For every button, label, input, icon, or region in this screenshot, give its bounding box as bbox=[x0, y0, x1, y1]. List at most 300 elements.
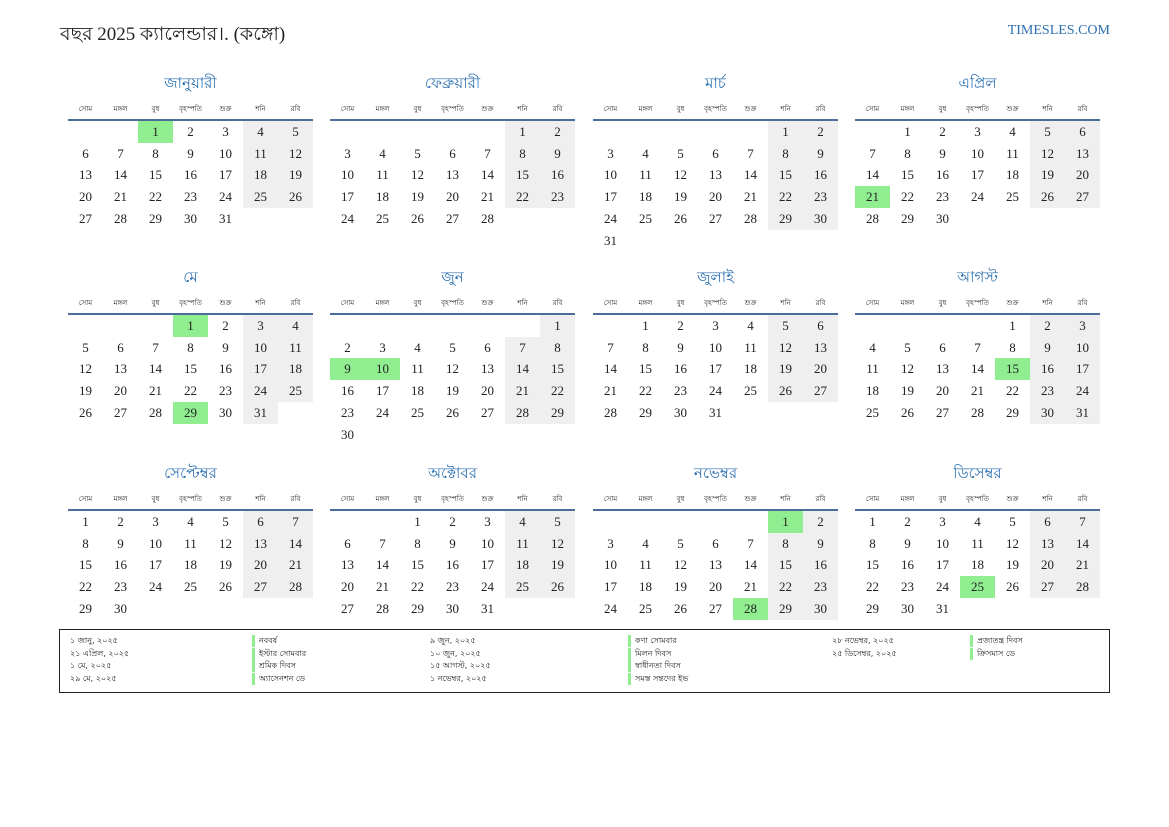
day-cell: 25 bbox=[866, 404, 879, 420]
day-cell: 9 bbox=[117, 535, 124, 551]
day-cell: 21 bbox=[604, 383, 617, 399]
day-cell: 14 bbox=[114, 167, 127, 183]
day-cell: 3 bbox=[484, 514, 491, 529]
day-cell: 20 bbox=[481, 383, 494, 399]
day-cell: 4 bbox=[187, 514, 194, 529]
day-cell: 30 bbox=[219, 404, 232, 420]
day-cell: 2 bbox=[344, 339, 351, 355]
day-cell: 6 bbox=[712, 535, 719, 551]
weekday-label: শুক্র bbox=[481, 299, 494, 307]
day-cell: 2 bbox=[1030, 315, 1065, 337]
day-cell: 7 bbox=[1065, 511, 1100, 533]
page-title: বছর 2025 ক্যালেন্ডার।. (কঙ্গো) bbox=[60, 24, 286, 45]
day-cell: 10 bbox=[604, 557, 617, 573]
day-cell: 25 bbox=[411, 404, 424, 420]
day-cell: 4 bbox=[505, 511, 540, 533]
day-cell: 26 bbox=[1006, 579, 1019, 595]
day-cell: 15 bbox=[866, 557, 879, 573]
day-cell: 3 bbox=[607, 145, 614, 161]
weekday-label: রবি bbox=[290, 105, 301, 113]
month-name: সেপ্টেম্বর bbox=[164, 466, 217, 482]
weekday-label: মঙ্গল bbox=[638, 105, 653, 113]
day-cell: 10 bbox=[604, 167, 617, 183]
day-cell: 19 bbox=[1030, 164, 1065, 186]
day-cell: 16 bbox=[901, 557, 914, 573]
day-cell: 6 bbox=[243, 511, 278, 533]
day-cell: 22 bbox=[184, 383, 197, 399]
weekday-label: শুক্র bbox=[219, 105, 232, 113]
day-cell: 8 bbox=[505, 143, 540, 165]
weekday-header bbox=[593, 492, 838, 511]
day-cell: 13 bbox=[243, 533, 278, 555]
weekday-label: শনি bbox=[255, 299, 266, 307]
day-cell: 1 bbox=[82, 514, 89, 529]
weekday-header bbox=[68, 492, 313, 511]
weekday-label: শনি bbox=[780, 105, 791, 113]
day-cell: 15 bbox=[411, 557, 424, 573]
weekday-label: বৃহস্পতি bbox=[441, 299, 464, 307]
day-cell: 28 bbox=[733, 598, 768, 620]
day-cell: 5 bbox=[449, 339, 456, 355]
day-cell: 22 bbox=[1006, 383, 1019, 399]
weekday-label: বৃহস্পতি bbox=[441, 105, 464, 113]
day-cell: 11 bbox=[1006, 145, 1019, 161]
day-cell: 4 bbox=[642, 145, 649, 161]
weekday-label: শনি bbox=[780, 299, 791, 307]
weekday-label: বৃহস্পতি bbox=[179, 299, 202, 307]
day-cell: 29 bbox=[79, 600, 92, 616]
day-cell: 17 bbox=[376, 383, 389, 399]
day-cell: 20 bbox=[803, 358, 838, 380]
day-cell: 9 bbox=[677, 339, 684, 355]
weekday-label: রবি bbox=[1077, 495, 1088, 503]
day-cell: 28 bbox=[604, 404, 617, 420]
weekday-label: সোম bbox=[340, 495, 355, 503]
day-cell: 19 bbox=[1006, 557, 1019, 573]
day-cell: 29 bbox=[639, 404, 652, 420]
day-cell: 6 bbox=[712, 145, 719, 161]
day-cell: 25 bbox=[278, 380, 313, 402]
day-cell: 6 bbox=[939, 339, 946, 355]
weekday-label: রবি bbox=[1077, 299, 1088, 307]
weekday-label: মঙ্গল bbox=[638, 299, 653, 307]
weekday-label: বৃহস্পতি bbox=[704, 299, 727, 307]
day-cell: 24 bbox=[971, 189, 984, 205]
day-cell: 27 bbox=[79, 210, 92, 226]
day-cell: 22 bbox=[901, 189, 914, 205]
day-cell: 23 bbox=[803, 186, 838, 208]
day-cell: 11 bbox=[639, 557, 652, 573]
day-cell: 18 bbox=[866, 383, 879, 399]
day-cell: 17 bbox=[709, 361, 722, 377]
weekday-label: বৃহস্পতি bbox=[966, 495, 989, 503]
day-cell: 5 bbox=[1030, 121, 1065, 143]
day-cell: 13 bbox=[1065, 143, 1100, 165]
day-cell: 13 bbox=[709, 167, 722, 183]
day-cell: 25 bbox=[243, 186, 278, 208]
month-name: মার্চ bbox=[705, 76, 726, 92]
day-cell: 29 bbox=[1006, 404, 1019, 420]
day-cell: 18 bbox=[639, 579, 652, 595]
weekday-label: বুধ bbox=[151, 299, 160, 307]
weekday-header bbox=[68, 102, 313, 121]
day-cell: 29 bbox=[866, 600, 879, 616]
day-cell: 12 bbox=[901, 361, 914, 377]
day-cell: 11 bbox=[376, 167, 389, 183]
day-cell: 31 bbox=[936, 600, 949, 616]
day-cell: 13 bbox=[803, 337, 838, 359]
day-cell: 17 bbox=[604, 579, 617, 595]
weekday-label: শুক্র bbox=[744, 495, 757, 503]
day-cell: 10 bbox=[149, 535, 162, 551]
day-cell: 3 bbox=[152, 514, 159, 529]
day-cell: 20 bbox=[1030, 554, 1065, 576]
day-cell: 15 bbox=[901, 167, 914, 183]
day-cell: 23 bbox=[540, 186, 575, 208]
weekday-label: সোম bbox=[340, 105, 355, 113]
month-name: মে bbox=[183, 270, 198, 286]
day-cell: 9 bbox=[222, 339, 229, 355]
day-cell: 21 bbox=[505, 380, 540, 402]
day-cell: 22 bbox=[149, 189, 162, 205]
day-cell: 25 bbox=[376, 210, 389, 226]
day-cell: 31 bbox=[219, 210, 232, 226]
weekday-label: মঙ্গল bbox=[638, 495, 653, 503]
day-cell: 1 bbox=[173, 315, 208, 337]
day-cell: 10 bbox=[1065, 337, 1100, 359]
day-cell: 4 bbox=[379, 145, 386, 161]
day-cell: 7 bbox=[117, 145, 124, 161]
day-cell: 5 bbox=[414, 145, 421, 161]
day-cell: 23 bbox=[341, 404, 354, 420]
holiday-legend bbox=[59, 629, 1110, 693]
day-cell: 13 bbox=[114, 361, 127, 377]
day-cell: 7 bbox=[484, 145, 491, 161]
day-cell: 20 bbox=[446, 189, 459, 205]
day-cell: 15 bbox=[639, 361, 652, 377]
day-cell: 20 bbox=[709, 579, 722, 595]
day-cell: 26 bbox=[446, 404, 459, 420]
weekday-label: শনি bbox=[517, 495, 528, 503]
weekday-label: মঙ্গল bbox=[113, 299, 128, 307]
day-cell: 23 bbox=[114, 579, 127, 595]
day-cell: 22 bbox=[866, 579, 879, 595]
day-cell: 6 bbox=[803, 315, 838, 337]
day-cell: 1 bbox=[642, 318, 649, 333]
day-cell: 6 bbox=[449, 145, 456, 161]
month-name: অক্টোবর bbox=[427, 466, 478, 482]
day-cell: 21 bbox=[278, 554, 313, 576]
day-cell: 11 bbox=[505, 533, 540, 555]
weekday-label: শুক্র bbox=[1006, 105, 1019, 113]
weekday-label: সোম bbox=[340, 299, 355, 307]
day-cell: 14 bbox=[604, 361, 617, 377]
day-cell: 13 bbox=[481, 361, 494, 377]
day-cell: 17 bbox=[149, 557, 162, 573]
day-cell: 3 bbox=[974, 124, 981, 139]
day-cell: 7 bbox=[747, 535, 754, 551]
weekday-label: শনি bbox=[1042, 299, 1053, 307]
legend-date: ২৯ মে, ২০২৫ bbox=[70, 673, 117, 683]
day-cell: 10 bbox=[709, 339, 722, 355]
weekday-label: মঙ্গল bbox=[900, 105, 915, 113]
day-cell: 29 bbox=[540, 402, 575, 424]
day-cell: 23 bbox=[901, 579, 914, 595]
day-cell: 12 bbox=[1006, 535, 1019, 551]
day-cell: 25 bbox=[639, 600, 652, 616]
day-cell: 11 bbox=[639, 167, 652, 183]
day-cell: 12 bbox=[540, 533, 575, 555]
weekday-header bbox=[855, 492, 1100, 511]
weekday-header bbox=[855, 296, 1100, 315]
weekday-label: রবি bbox=[1077, 105, 1088, 113]
day-cell: 6 bbox=[484, 339, 491, 355]
weekday-label: সোম bbox=[78, 299, 93, 307]
day-cell: 10 bbox=[481, 535, 494, 551]
day-cell: 24 bbox=[936, 579, 949, 595]
weekday-label: বুধ bbox=[413, 299, 422, 307]
legend-holiday-name: নববর্ষ bbox=[252, 635, 277, 647]
legend-date: ১ জানু, ২০২৫ bbox=[70, 636, 118, 645]
month-name: ফেব্রুয়ারী bbox=[424, 76, 481, 92]
day-cell: 6 bbox=[1065, 121, 1100, 143]
day-cell: 31 bbox=[604, 232, 617, 248]
day-cell: 21 bbox=[744, 579, 757, 595]
day-cell: 21 bbox=[149, 383, 162, 399]
day-cell: 30 bbox=[803, 598, 838, 620]
day-cell: 10 bbox=[971, 145, 984, 161]
month-name: এপ্রিল bbox=[958, 76, 997, 92]
day-cell: 9 bbox=[803, 143, 838, 165]
weekday-label: শনি bbox=[517, 105, 528, 113]
day-cell: 25 bbox=[960, 576, 995, 598]
day-cell: 31 bbox=[481, 600, 494, 616]
day-cell: 20 bbox=[114, 383, 127, 399]
day-cell: 2 bbox=[222, 318, 229, 333]
day-cell: 28 bbox=[866, 210, 879, 226]
day-cell: 27 bbox=[803, 380, 838, 402]
day-cell: 15 bbox=[149, 167, 162, 183]
day-cell: 23 bbox=[674, 383, 687, 399]
day-cell: 8 bbox=[414, 535, 421, 551]
day-cell: 23 bbox=[936, 189, 949, 205]
day-cell: 21 bbox=[481, 189, 494, 205]
day-cell: 20 bbox=[936, 383, 949, 399]
day-cell: 3 bbox=[243, 315, 278, 337]
day-cell: 16 bbox=[1030, 358, 1065, 380]
day-cell: 20 bbox=[709, 189, 722, 205]
weekday-label: শুক্র bbox=[744, 299, 757, 307]
day-cell: 13 bbox=[1030, 533, 1065, 555]
day-cell: 22 bbox=[79, 579, 92, 595]
day-cell: 26 bbox=[674, 210, 687, 226]
weekday-label: বুধ bbox=[676, 105, 685, 113]
day-cell: 17 bbox=[219, 167, 232, 183]
day-cell: 7 bbox=[379, 535, 386, 551]
day-cell: 12 bbox=[674, 167, 687, 183]
day-cell: 3 bbox=[712, 318, 719, 333]
weekday-label: রবি bbox=[815, 299, 826, 307]
weekday-label: সোম bbox=[78, 105, 93, 113]
day-cell: 30 bbox=[803, 208, 838, 230]
day-cell: 13 bbox=[446, 167, 459, 183]
day-cell: 3 bbox=[379, 339, 386, 355]
day-cell: 2 bbox=[449, 514, 456, 529]
day-cell: 19 bbox=[901, 383, 914, 399]
day-cell: 22 bbox=[505, 186, 540, 208]
weekday-label: বৃহস্পতি bbox=[704, 495, 727, 503]
day-cell: 21 bbox=[971, 383, 984, 399]
day-cell: 9 bbox=[1030, 337, 1065, 359]
day-cell: 15 bbox=[79, 557, 92, 573]
day-cell: 19 bbox=[540, 554, 575, 576]
day-cell: 19 bbox=[411, 189, 424, 205]
month-name: আগস্ট bbox=[957, 270, 998, 286]
day-cell: 26 bbox=[674, 600, 687, 616]
day-cell: 1 bbox=[768, 511, 803, 533]
day-cell: 5 bbox=[82, 339, 89, 355]
day-cell: 8 bbox=[869, 535, 876, 551]
day-cell: 24 bbox=[709, 383, 722, 399]
weekday-label: বুধ bbox=[151, 495, 160, 503]
day-cell: 15 bbox=[768, 554, 803, 576]
day-cell: 22 bbox=[540, 380, 575, 402]
day-cell: 4 bbox=[747, 318, 754, 333]
day-cell: 23 bbox=[446, 579, 459, 595]
weekday-label: বৃহস্পতি bbox=[179, 105, 202, 113]
weekday-label: মঙ্গল bbox=[375, 105, 390, 113]
day-cell: 8 bbox=[642, 339, 649, 355]
day-cell: 28 bbox=[114, 210, 127, 226]
day-cell: 13 bbox=[341, 557, 354, 573]
day-cell: 2 bbox=[803, 121, 838, 143]
day-cell: 2 bbox=[187, 124, 194, 139]
day-cell: 17 bbox=[936, 557, 949, 573]
day-cell: 12 bbox=[674, 557, 687, 573]
day-cell: 6 bbox=[1030, 511, 1065, 533]
day-cell: 21 bbox=[114, 189, 127, 205]
day-cell: 7 bbox=[747, 145, 754, 161]
weekday-label: রবি bbox=[815, 105, 826, 113]
day-cell: 13 bbox=[79, 167, 92, 183]
day-cell: 16 bbox=[114, 557, 127, 573]
day-cell: 25 bbox=[1006, 189, 1019, 205]
day-cell: 5 bbox=[677, 145, 684, 161]
day-cell: 23 bbox=[803, 576, 838, 598]
day-cell: 5 bbox=[677, 535, 684, 551]
day-cell: 26 bbox=[278, 186, 313, 208]
day-cell: 23 bbox=[219, 383, 232, 399]
weekday-header bbox=[68, 296, 313, 315]
day-cell: 12 bbox=[79, 361, 92, 377]
day-cell: 11 bbox=[744, 339, 757, 355]
day-cell: 14 bbox=[744, 557, 757, 573]
weekday-label: শনি bbox=[517, 299, 528, 307]
day-cell: 4 bbox=[1009, 124, 1016, 139]
day-cell: 12 bbox=[219, 535, 232, 551]
day-cell: 1 bbox=[540, 315, 575, 337]
weekday-label: শুক্র bbox=[1006, 495, 1019, 503]
day-cell: 10 bbox=[365, 358, 400, 380]
day-cell: 9 bbox=[939, 145, 946, 161]
day-cell: 1 bbox=[505, 121, 540, 143]
day-cell: 21 bbox=[376, 579, 389, 595]
legend-holiday-name: স্বাধীনতা দিবস bbox=[628, 660, 681, 672]
weekday-label: মঙ্গল bbox=[375, 299, 390, 307]
day-cell: 1 bbox=[414, 514, 421, 529]
month-name: ডিসেম্বর bbox=[953, 466, 1002, 482]
day-cell: 11 bbox=[971, 535, 984, 551]
weekday-label: শুক্র bbox=[219, 299, 232, 307]
day-cell: 29 bbox=[768, 208, 803, 230]
day-cell: 26 bbox=[219, 579, 232, 595]
day-cell: 30 bbox=[446, 600, 459, 616]
weekday-label: বৃহস্পতি bbox=[179, 495, 202, 503]
day-cell: 11 bbox=[243, 143, 278, 165]
weekday-label: রবি bbox=[815, 495, 826, 503]
day-cell: 14 bbox=[744, 167, 757, 183]
day-cell: 20 bbox=[341, 579, 354, 595]
day-cell: 9 bbox=[187, 145, 194, 161]
day-cell: 26 bbox=[768, 380, 803, 402]
day-cell: 5 bbox=[540, 511, 575, 533]
day-cell: 27 bbox=[709, 600, 722, 616]
day-cell: 18 bbox=[278, 358, 313, 380]
weekday-label: বুধ bbox=[676, 299, 685, 307]
weekday-label: বুধ bbox=[413, 105, 422, 113]
day-cell: 2 bbox=[117, 514, 124, 529]
weekday-label: বৃহস্পতি bbox=[966, 105, 989, 113]
day-cell: 13 bbox=[936, 361, 949, 377]
day-cell: 18 bbox=[505, 554, 540, 576]
day-cell: 14 bbox=[505, 358, 540, 380]
weekday-label: মঙ্গল bbox=[113, 495, 128, 503]
day-cell: 30 bbox=[936, 210, 949, 226]
day-cell: 16 bbox=[184, 167, 197, 183]
day-cell: 20 bbox=[243, 554, 278, 576]
day-cell: 24 bbox=[604, 210, 617, 226]
day-cell: 5 bbox=[768, 315, 803, 337]
weekday-header bbox=[593, 102, 838, 121]
weekday-header bbox=[330, 296, 575, 315]
day-cell: 18 bbox=[184, 557, 197, 573]
weekday-label: বুধ bbox=[676, 495, 685, 503]
weekday-label: সোম bbox=[865, 495, 880, 503]
day-cell: 16 bbox=[446, 557, 459, 573]
day-cell: 16 bbox=[674, 361, 687, 377]
day-cell: 28 bbox=[1065, 576, 1100, 598]
day-cell: 8 bbox=[540, 337, 575, 359]
day-cell: 24 bbox=[376, 404, 389, 420]
weekday-label: রবি bbox=[290, 299, 301, 307]
day-cell: 15 bbox=[768, 164, 803, 186]
day-cell: 11 bbox=[184, 535, 197, 551]
weekday-label: শুক্র bbox=[219, 495, 232, 503]
day-cell: 10 bbox=[219, 145, 232, 161]
site-link[interactable]: TIMESLES.COM bbox=[1007, 23, 1110, 38]
month-name: জানুয়ারী bbox=[164, 76, 217, 92]
day-cell: 23 bbox=[1030, 380, 1065, 402]
day-cell: 31 bbox=[709, 404, 722, 420]
weekday-label: বুধ bbox=[938, 105, 947, 113]
day-cell: 18 bbox=[376, 189, 389, 205]
weekday-label: রবি bbox=[552, 495, 563, 503]
day-cell: 17 bbox=[243, 358, 278, 380]
day-cell: 31 bbox=[1065, 402, 1100, 424]
day-cell: 10 bbox=[341, 167, 354, 183]
weekday-label: সোম bbox=[78, 495, 93, 503]
day-cell: 25 bbox=[639, 210, 652, 226]
